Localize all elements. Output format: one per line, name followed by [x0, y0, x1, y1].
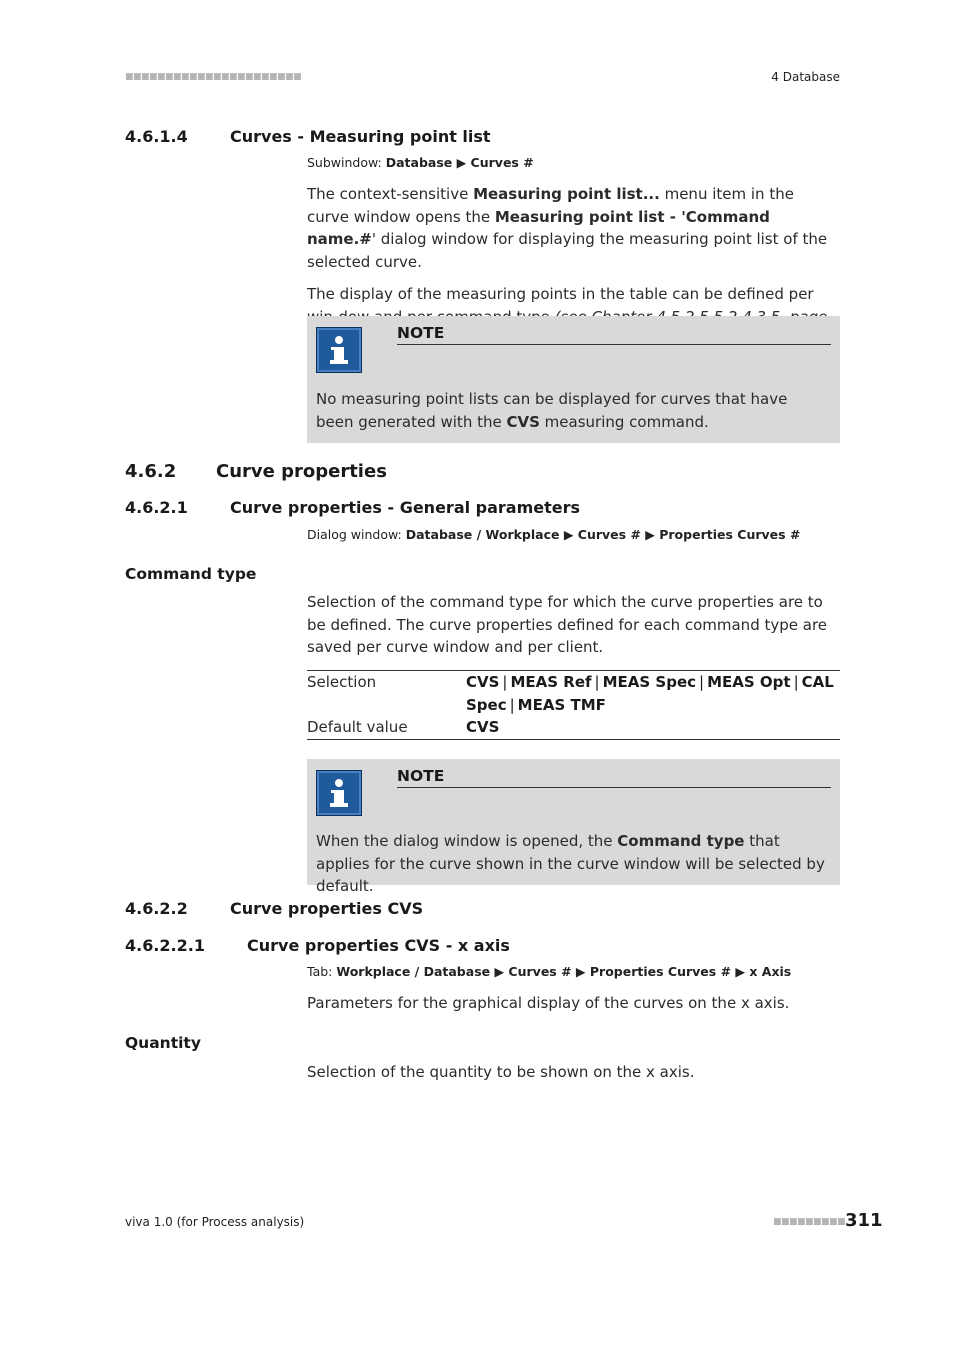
footer-decoration: ■■■■■■■■■ — [773, 1217, 846, 1227]
row-label: Default value — [307, 718, 408, 736]
selection-options: CVS | MEAS Ref | MEAS Spec | MEAS Opt | CAL Spec | MEAS TMF — [466, 673, 834, 714]
note-text: No measuring point lists can be displayed for curves that have been generated with the CVS measuring command. — [316, 390, 788, 431]
row-label: Selection — [307, 673, 377, 691]
note-title: NOTE — [397, 767, 831, 788]
note-title: NOTE — [397, 324, 831, 345]
breadcrumb-prefix: Dialog window: — [307, 527, 406, 542]
parameter-description: Selection of the command type for which the curve properties are to be defined. The curve properties defined for each command type are saved per curve window and per client. — [307, 593, 828, 656]
parameter-title: Quantity — [125, 1034, 201, 1052]
paragraph: The display of the measuring points in the table can be defined per — [307, 285, 814, 303]
section-title: Curves - Measuring point list — [230, 127, 491, 146]
note-box — [307, 316, 840, 443]
header-chapter: 4 Database — [771, 70, 840, 84]
info-icon — [316, 770, 362, 816]
section-number: 4.6.2.1 — [125, 498, 188, 517]
section-title: Curve properties — [216, 461, 387, 482]
header-decoration: ■■■■■■■■■■■■■■■■■■■■■■ — [125, 72, 302, 82]
note-box — [307, 759, 840, 895]
section-number: 4.6.1.4 — [125, 127, 188, 146]
section-number: 4.6.2.2 — [125, 899, 188, 918]
table-row — [307, 671, 840, 716]
breadcrumb-path: Workplace / Database ▶ Curves # ▶ Properties Curves # ▶ x Axis — [336, 964, 792, 979]
section-number: 4.6.2 — [125, 461, 177, 482]
section-title: Curve properties CVS — [230, 899, 424, 918]
breadcrumb-prefix: Subwindow: — [307, 155, 386, 170]
breadcrumb-path: Database ▶ Curves # — [385, 155, 534, 170]
section-title: Curve properties - General parameters — [230, 498, 581, 517]
info-icon — [316, 327, 362, 373]
breadcrumb — [307, 964, 791, 979]
table-row — [307, 716, 840, 739]
section-title: Curve properties CVS - x axis — [247, 936, 510, 955]
parameter-table — [307, 670, 840, 740]
footer-product: viva 1.0 (for Process analysis) — [125, 1215, 305, 1229]
note-text: When the dialog window is opened, the Command type that applies for the curve shown in the curve window will be selected by default. — [316, 832, 825, 895]
page-number: 311 — [845, 1210, 883, 1231]
default-value: CVS — [466, 718, 500, 736]
paragraph: The context-sensitive Measuring point list... menu item in the curve window opens the Measuring point list - 'Command name.#' dialog window for displaying the measuring point list of the selected curve. — [307, 185, 828, 271]
parameter-title: Command type — [125, 565, 257, 583]
parameter-description: Selection of the quantity to be shown on the x axis. — [307, 1063, 695, 1081]
breadcrumb-path: Database / Workplace ▶ Curves # ▶ Properties Curves # — [405, 527, 801, 542]
section-number: 4.6.2.2.1 — [125, 936, 205, 955]
section-description: Parameters for the graphical display of the curves on the x axis. — [307, 994, 790, 1012]
breadcrumb — [307, 155, 534, 170]
breadcrumb — [307, 527, 800, 542]
breadcrumb-prefix: Tab: — [307, 964, 337, 979]
